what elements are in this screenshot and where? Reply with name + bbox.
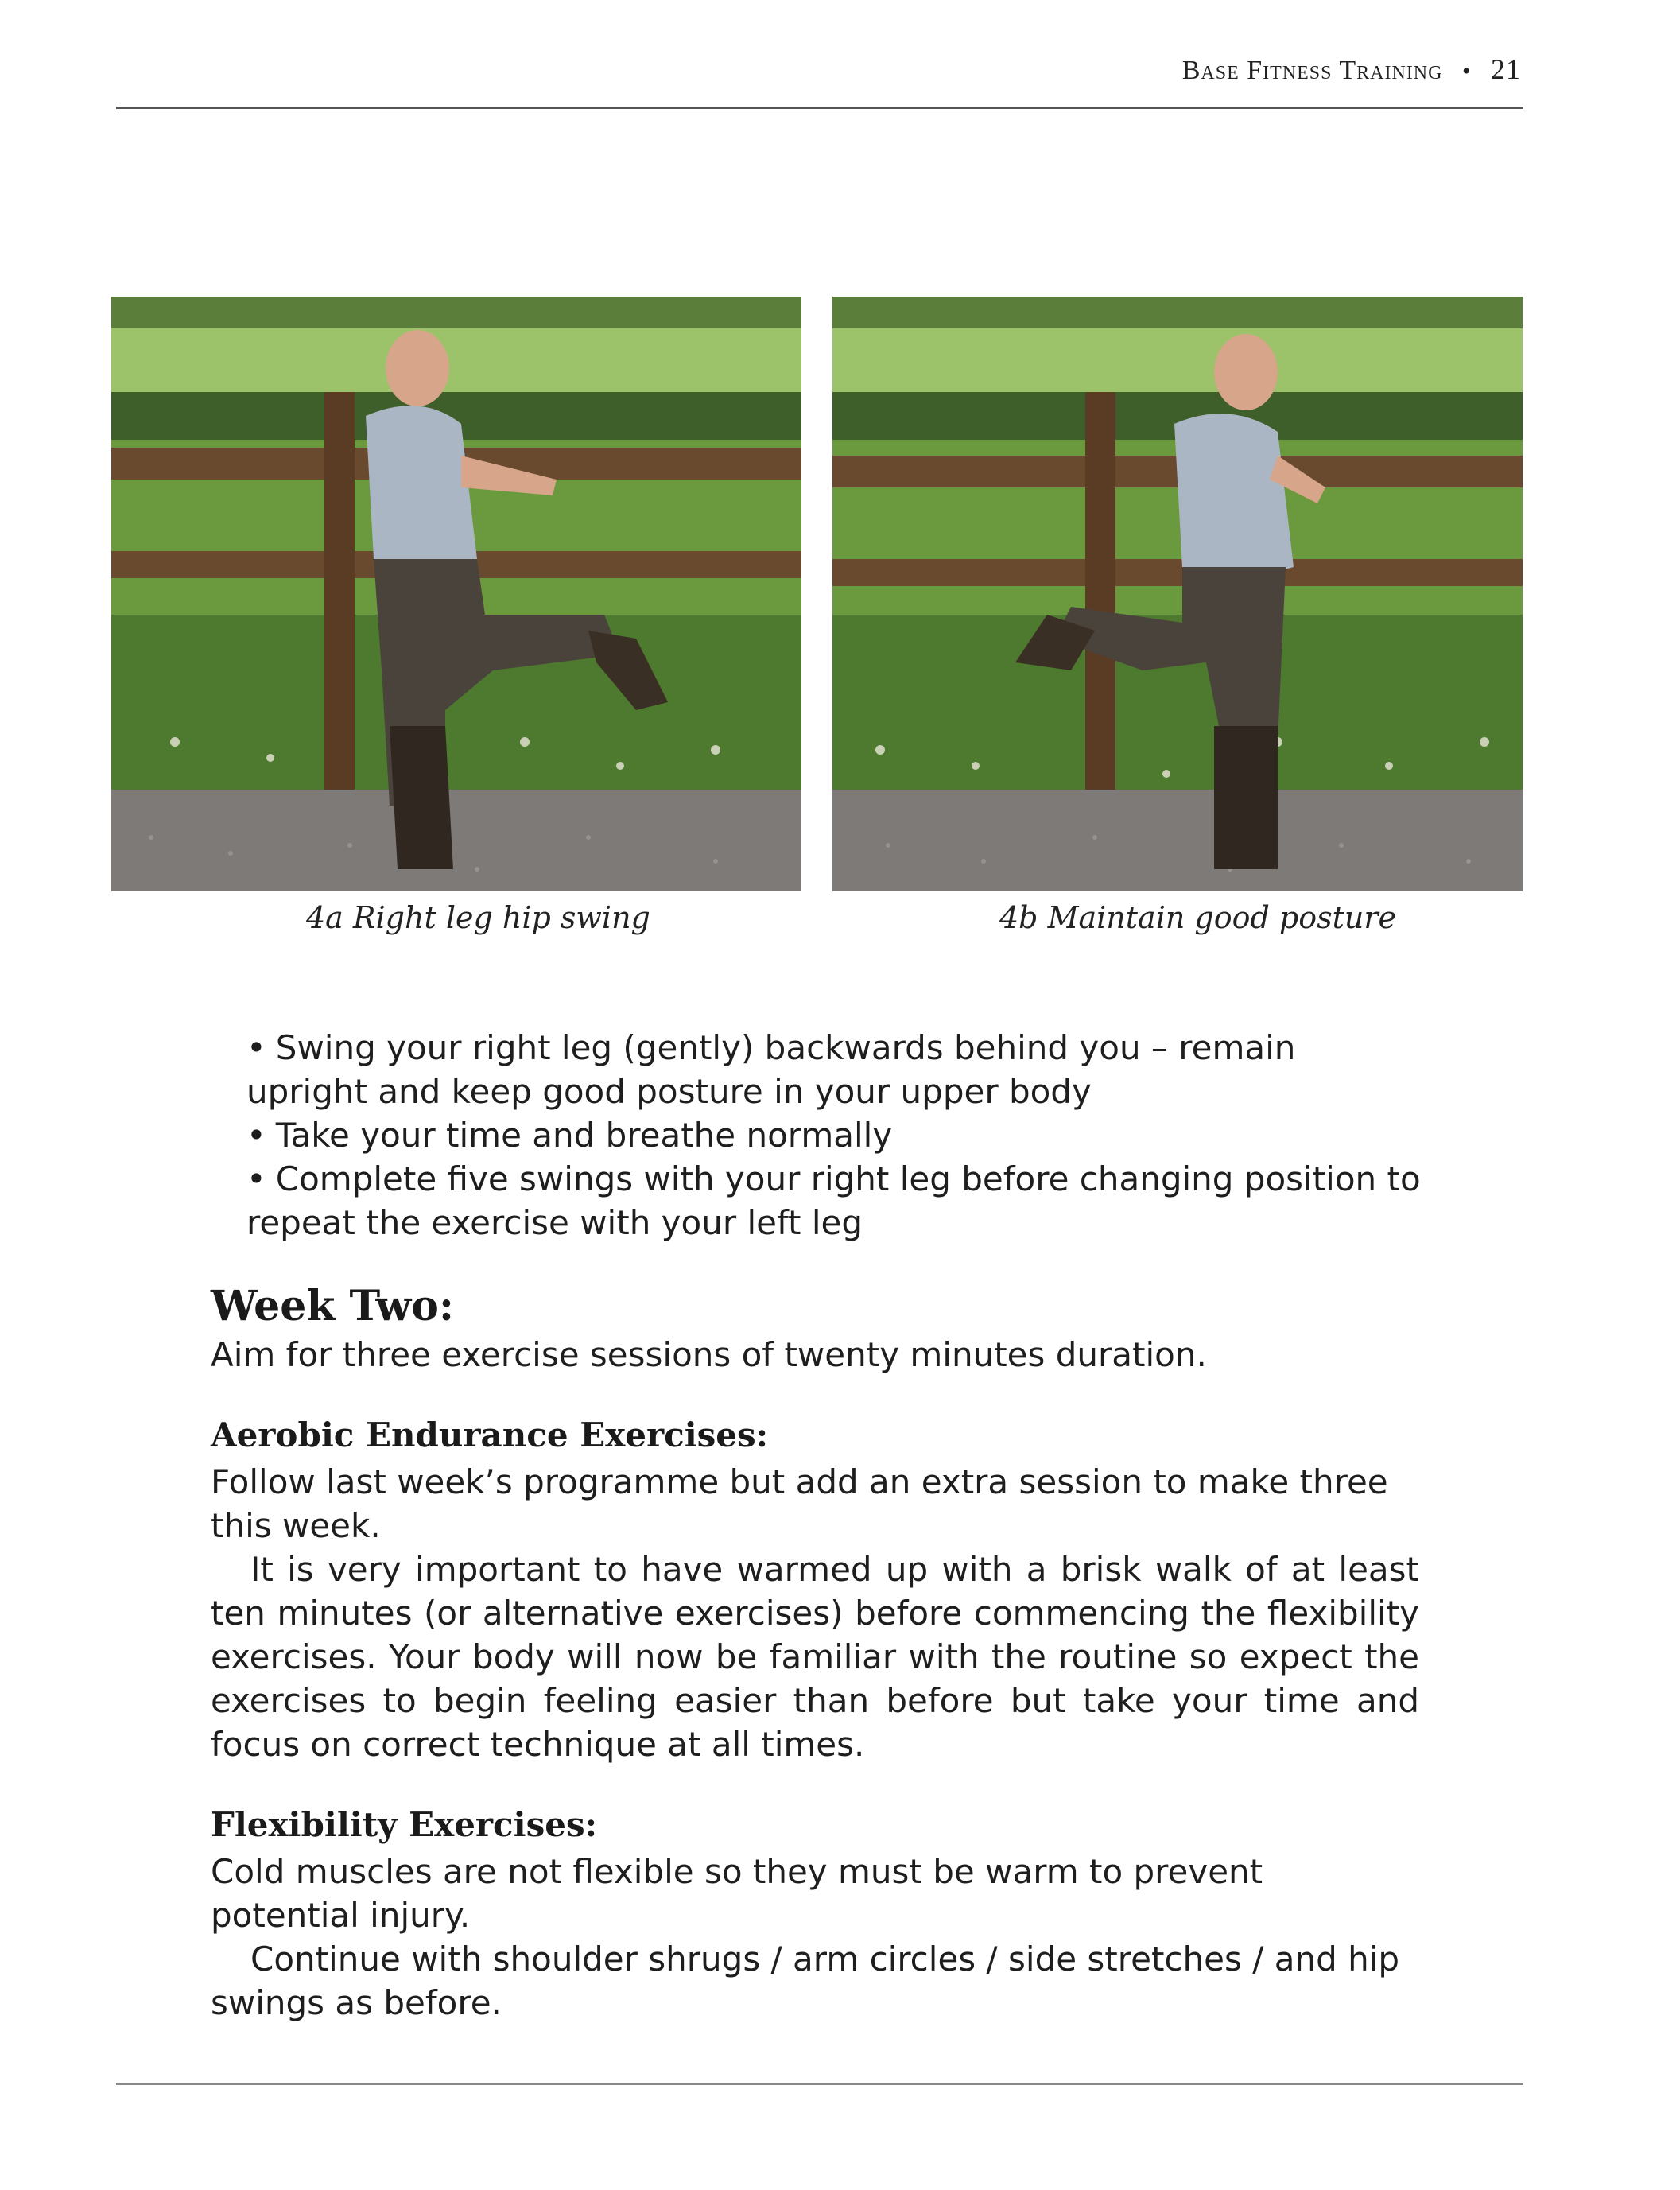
aerobic-paragraph-2: It is very important to have warmed up with a brisk walk of at least ten minutes (or alternative exercises) before commencing the flexibility exercises. Your body will now be familiar with the routine so expect the exercises to begin feeling easier than before but take your time and focus on correct technique at all times.	[211, 1550, 1419, 1764]
aerobic-paragraph-1: Follow last week’s programme but add an extra session to make three this week.	[211, 1462, 1388, 1545]
running-header	[1182, 52, 1521, 86]
aerobic-heading: Aerobic Endurance Exercises:	[211, 1415, 769, 1454]
photo-4b-illustration	[832, 297, 1523, 891]
caption-4a: 4a Right leg hip swing	[306, 900, 650, 935]
header-rule	[116, 107, 1523, 109]
bullet-item: • Swing your right leg (gently) backwards behind you – remain upright and keep good posture in your upper body	[246, 1026, 1423, 1113]
footer-rule	[116, 2083, 1523, 2085]
week-two-intro: Aim for three exercise sessions of twenty minutes duration.	[211, 1335, 1207, 1374]
caption-4b: 4b Maintain good posture	[999, 900, 1396, 935]
photo-4a-illustration	[111, 297, 801, 891]
photo-right-leg-hip-swing	[111, 297, 801, 891]
exercise-bullet-list	[246, 1026, 1423, 1244]
flexibility-heading: Flexibility Exercises:	[211, 1805, 598, 1844]
week-two-heading: Week Two:	[211, 1282, 455, 1330]
photo-maintain-good-posture	[832, 297, 1523, 891]
header-bullet: •	[1461, 58, 1472, 84]
bullet-item: • Take your time and breathe normally	[246, 1113, 1423, 1157]
page-number: 21	[1491, 53, 1521, 85]
bullet-item: • Complete five swings with your right leg before changing position to repeat the exercise with your left leg	[246, 1157, 1423, 1244]
flexibility-paragraph-2: Continue with shoulder shrugs / arm circles / side stretches / and hip swings as before.	[211, 1940, 1400, 2022]
flexibility-paragraph-1: Cold muscles are not flexible so they must be warm to prevent potential injury.	[211, 1852, 1263, 1935]
running-title: Base Fitness Training	[1181, 56, 1443, 85]
